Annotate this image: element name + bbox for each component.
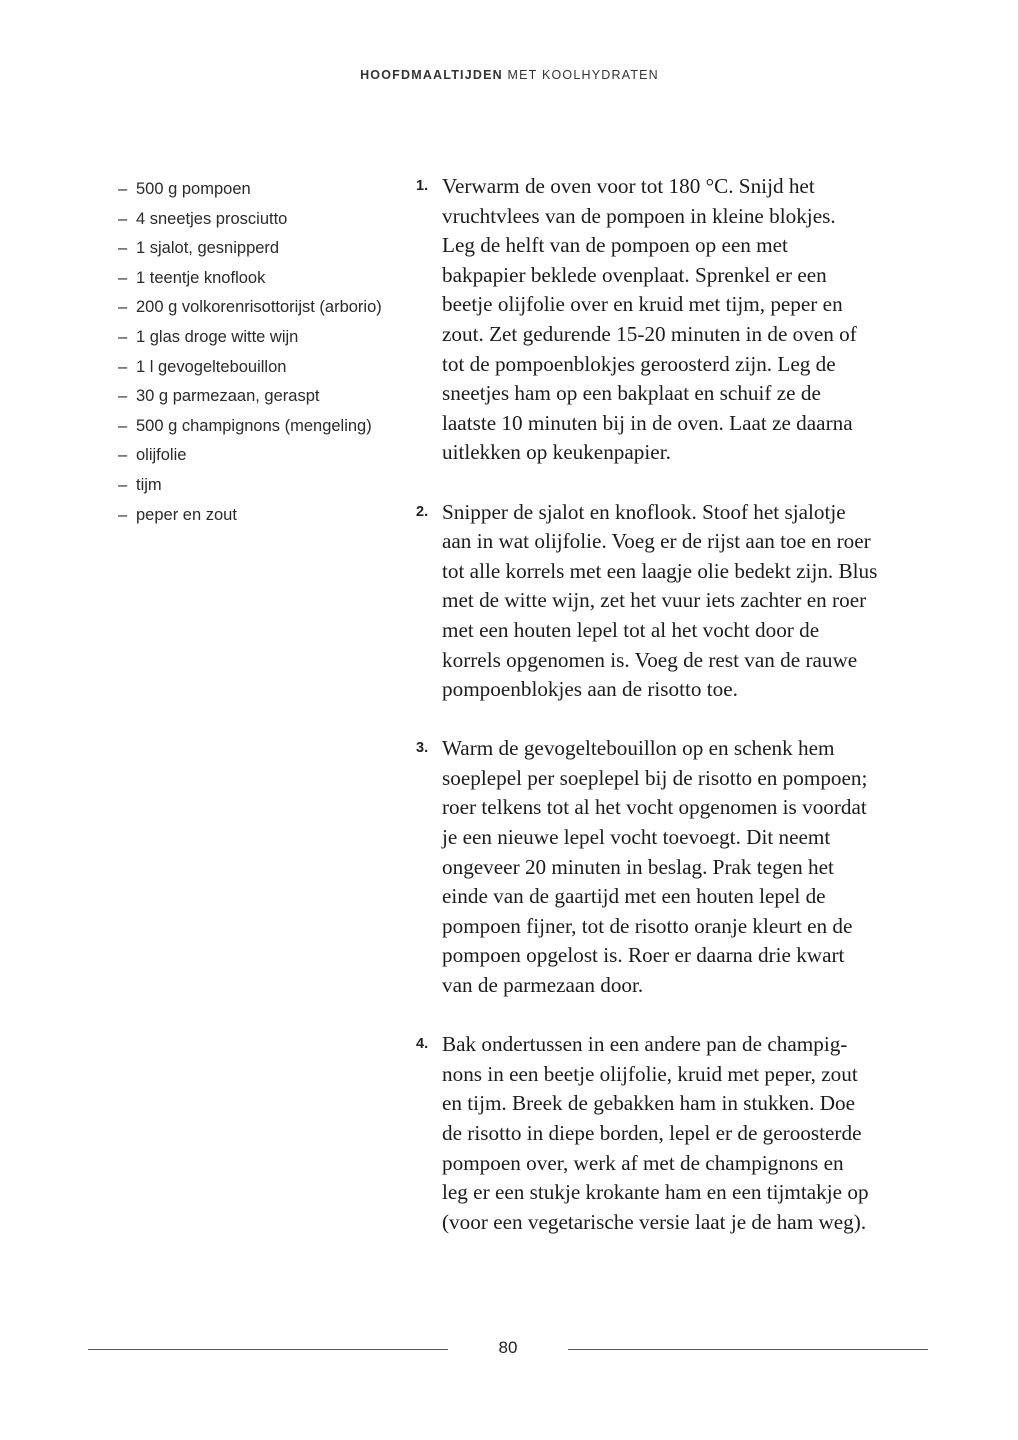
list-dash: – — [118, 387, 128, 406]
step-number: 3. — [416, 740, 429, 757]
step-text-line: roer telkens tot al het vocht opgenomen is voordat — [442, 795, 867, 820]
step-text-line: Bak ondertussen in een andere pan de champig- — [442, 1032, 848, 1057]
list-dash: – — [118, 327, 128, 346]
ingredient-text: 4 sneetjes prosciutto — [136, 209, 288, 228]
list-dash: – — [118, 209, 128, 228]
ingredient-item — [118, 323, 382, 353]
step-text-line: pompoen over, werk af met de champignons en — [442, 1150, 844, 1175]
list-dash: – — [118, 475, 128, 494]
step-text-line: einde van de gaartijd met een houten lepel de — [442, 884, 826, 909]
ingredient-item — [118, 471, 382, 501]
step-2 — [416, 498, 916, 705]
ingredient-text: tijm — [136, 475, 162, 494]
page-number: 80 — [498, 1338, 518, 1357]
step-1 — [416, 172, 916, 468]
step-text-line: tot alle korrels met een laagje olie bedekt zijn. Blus — [442, 558, 878, 583]
step-text-line: van de parmezaan door. — [442, 973, 644, 998]
list-dash: – — [118, 505, 128, 524]
ingredient-text: 200 g volkorenrisottorijst (arborio) — [136, 298, 382, 317]
ingredient-text: 1 glas droge witte wijn — [136, 327, 299, 346]
step-number: 4. — [416, 1036, 429, 1053]
step-text-line: Warm de gevogeltebouillon op en schenk hem — [442, 736, 835, 761]
step-3 — [416, 734, 916, 1000]
step-text-line: met een houten lepel tot al het vocht door de — [442, 617, 820, 642]
running-header — [0, 68, 1019, 82]
step-text-line: soeplepel per soeplepel bij de risotto en pompoen; — [442, 765, 868, 790]
step-text-line: sneetjes ham op een bakplaat en schuif ze de — [442, 381, 821, 406]
step-number: 2. — [416, 503, 429, 520]
list-dash: – — [118, 268, 128, 287]
ingredient-item — [118, 353, 382, 383]
step-text-line: zout. Zet gedurende 15-20 minuten in de oven of — [442, 321, 857, 346]
ingredient-text: 500 g champignons (mengeling) — [136, 416, 372, 435]
ingredient-text: 500 g pompoen — [136, 180, 251, 198]
ingredient-text: olijfolie — [136, 446, 187, 465]
footer-rule-right — [568, 1349, 928, 1350]
list-dash: – — [118, 180, 128, 198]
step-text-line: tot de pompoenblokjes geroosterd zijn. Leg de — [442, 351, 836, 376]
ingredient-text: peper en zout — [136, 505, 237, 524]
step-number: 1. — [416, 178, 429, 194]
list-dash: – — [118, 446, 128, 465]
step-text-line: korrels opgenomen is. Voeg de rest van de rauwe — [442, 647, 858, 672]
step-text-line: vruchtvlees van de pompoen in kleine blokjes. — [442, 203, 836, 228]
ingredient-item — [118, 441, 382, 471]
ingredient-text: 1 sjalot, gesnipperd — [136, 239, 280, 258]
header-section-title: HOOFDMAALTIJDEN — [360, 68, 503, 82]
ingredient-item — [118, 382, 382, 412]
step-text-line: beetje olijfolie over en kruid met tijm, peper en — [442, 292, 843, 317]
step-text-line: (voor een vegetarische versie laat je de ham weg). — [442, 1209, 867, 1234]
step-text-line: uitlekken op keukenpapier. — [442, 440, 671, 465]
list-dash: – — [118, 298, 128, 317]
list-dash: – — [118, 357, 128, 376]
step-4 — [416, 1030, 916, 1237]
step-text-line: bakpapier beklede ovenplaat. Sprenkel er een — [442, 262, 827, 287]
ingredient-item — [118, 264, 382, 294]
ingredient-item — [118, 175, 382, 205]
list-dash: – — [118, 416, 128, 435]
step-text-line: leg er een stukje krokante ham en een tijmtakje op — [442, 1180, 869, 1205]
step-text-line: met de witte wijn, zet het vuur iets zachter en roer — [442, 588, 867, 613]
ingredient-list — [118, 175, 382, 530]
ingredient-text: 1 l gevogeltebouillon — [136, 357, 287, 376]
step-text-line: pompoenblokjes aan de risotto toe. — [442, 677, 738, 702]
header-section-subtitle: MET KOOLHYDRATEN — [502, 68, 659, 82]
ingredient-text: 1 teentje knoflook — [136, 268, 266, 287]
footer-rule-left — [88, 1349, 448, 1350]
step-text-line: Leg de helft van de pompoen op een met — [442, 233, 788, 258]
step-text-line: nons in een beetje olijfolie, kruid met peper, zout — [442, 1061, 858, 1086]
ingredient-item — [118, 293, 382, 323]
step-text-line: ongeveer 20 minuten in beslag. Prak tegen het — [442, 854, 834, 879]
step-text-line: Snipper de sjalot en knoflook. Stoof het sjalotje — [442, 499, 846, 524]
ingredient-item — [118, 501, 382, 531]
ingredient-item — [118, 205, 382, 235]
ingredient-text: 30 g parmezaan, geraspt — [136, 387, 320, 406]
ingredient-item — [118, 412, 382, 442]
step-text-line: de risotto in diepe borden, lepel er de geroosterde — [442, 1121, 862, 1145]
step-text-line: Verwarm de oven voor tot 180 °C. Snijd het — [442, 174, 815, 198]
step-text-line: aan in wat olijfolie. Voeg er de rijst aan toe en roer — [442, 529, 871, 554]
ingredient-item — [118, 234, 382, 264]
step-text-line: je een nieuwe lepel vocht toevoegt. Dit neemt — [442, 825, 831, 850]
step-text-line: pompoen fijner, tot de risotto oranje kleurt en de — [442, 913, 853, 938]
step-text-line: en tijm. Breek de gebakken ham in stukken. Doe — [442, 1091, 856, 1116]
instruction-steps — [416, 172, 916, 1267]
step-text-line: pompoen opgelost is. Roer er daarna drie kwart — [442, 943, 845, 968]
step-text-line: laatste 10 minuten bij in de oven. Laat ze daarna — [442, 410, 853, 435]
list-dash: – — [118, 239, 128, 258]
